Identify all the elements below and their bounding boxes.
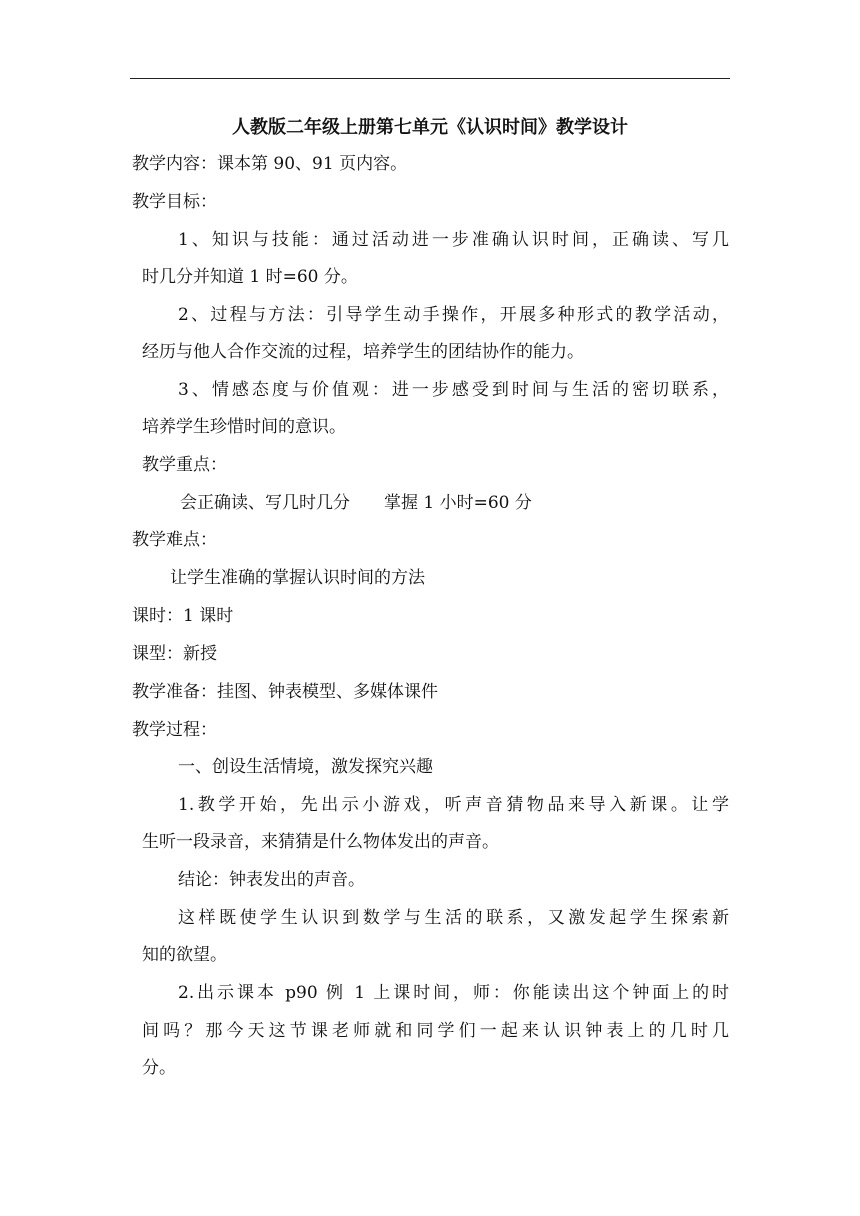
step-2-line-2: 间吗？那今天这节课老师就和同学们一起来认识钟表上的几时几: [142, 1021, 729, 1041]
document-title: 人教版二年级上册第七单元《认识时间》教学设计: [232, 117, 628, 138]
key-point-read-write: 会正确读、写几时几分: [180, 493, 350, 513]
goal-1-line-1: 1、知识与技能：通过活动进一步准确认识时间，正确读、写几: [178, 230, 729, 250]
step-1-line-2: 生听一段录音，来猜猜是什么物体发出的声音。: [142, 832, 499, 852]
teaching-preparation: 教学准备：挂图、钟表模型、多媒体课件: [132, 682, 438, 702]
process-heading: 教学过程：: [132, 720, 217, 740]
goals-heading: 教学目标：: [132, 192, 217, 212]
difficulty-text: 让学生准确的掌握认识时间的方法: [170, 568, 425, 588]
key-points-heading: 教学重点：: [142, 455, 227, 475]
reflection-line-1: 这样既使学生认识到数学与生活的联系，又激发起学生探索新: [178, 908, 729, 928]
step-2-line-1: 2.出示课本 p90 例 1 上课时间，师：你能读出这个钟面上的时: [178, 983, 729, 1003]
header-rule: [130, 78, 730, 79]
goal-3-line-1: 3、情感态度与价值观：进一步感受到时间与生活的密切联系，: [178, 380, 729, 400]
section-1-heading: 一、创设生活情境，激发探究兴趣: [178, 757, 433, 777]
goal-3-line-2: 培养学生珍惜时间的意识。: [142, 417, 346, 437]
step-2-line-3: 分。: [142, 1058, 176, 1078]
class-period: 课时：1 课时: [132, 606, 234, 626]
goal-2-line-1: 2、过程与方法：引导学生动手操作，开展多种形式的教学活动，: [178, 305, 729, 325]
teaching-content: 教学内容：课本第 90、91 页内容。: [132, 154, 408, 174]
lesson-type: 课型：新授: [132, 644, 217, 664]
key-point-hour-minutes: 掌握 1 小时=60 分: [384, 493, 532, 513]
goal-1-line-2: 时几分并知道 1 时=60 分。: [142, 267, 358, 287]
reflection-line-2: 知的欲望。: [142, 945, 227, 965]
step-1-line-1: 1.教学开始，先出示小游戏，听声音猜物品来导入新课。让学: [178, 795, 729, 815]
goal-2-line-2: 经历与他人合作交流的过程，培养学生的团结协作的能力。: [142, 342, 584, 362]
difficulty-heading: 教学难点：: [132, 530, 217, 550]
conclusion: 结论：钟表发出的声音。: [178, 870, 365, 890]
key-points: [180, 489, 532, 517]
